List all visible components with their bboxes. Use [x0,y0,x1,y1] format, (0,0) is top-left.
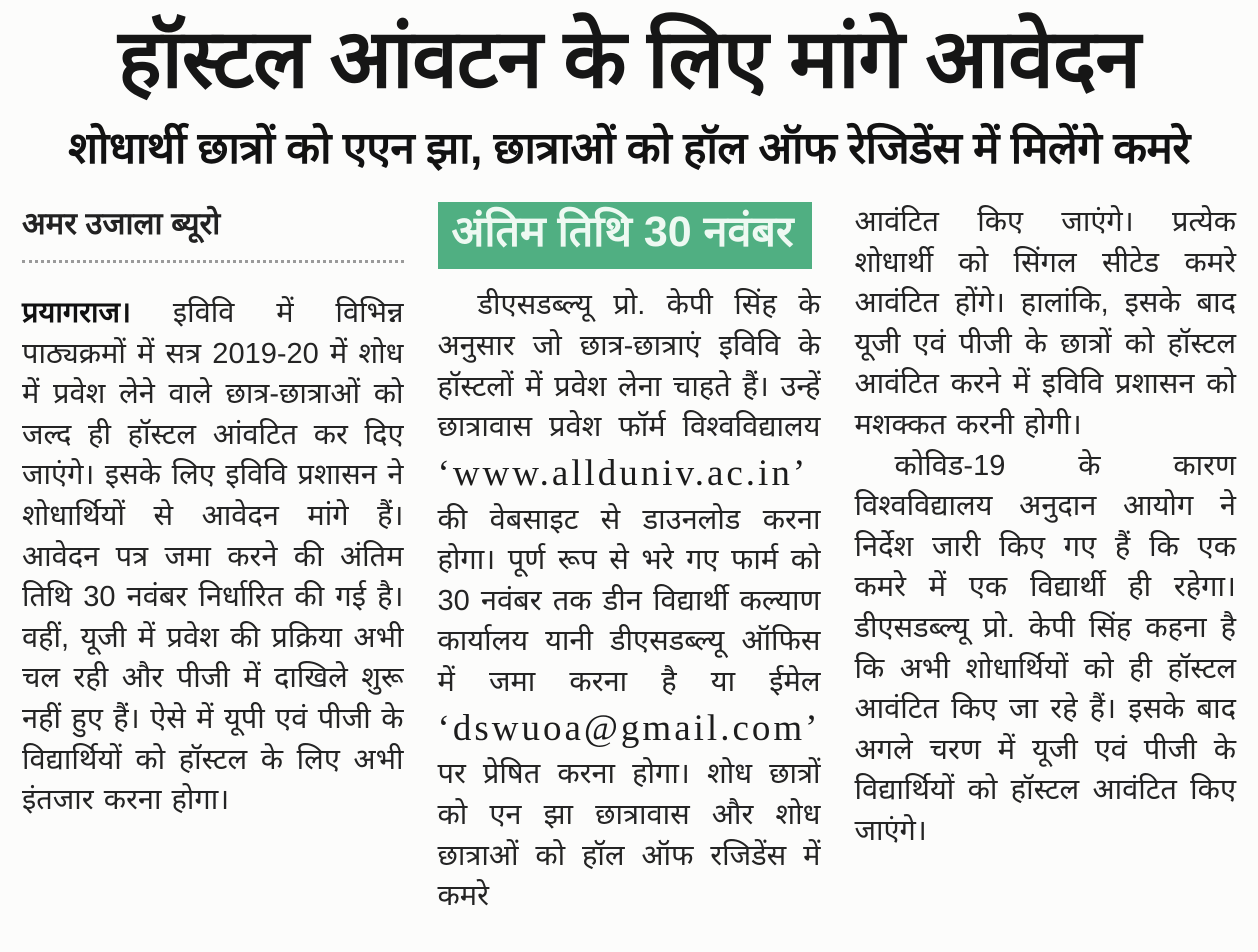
column-1 [22,202,404,917]
paragraph-col3-second: कोविड-19 के कारण विश्वविद्यालय अनुदान आयोग ने निर्देश जारी किए गए हैं कि एक कमरे में एक विद्यार्थी ही रहेगा। डीएसडब्ल्यू प्रो. केपी सिंह कहना है कि अभी शोधार्थियों को ही हॉस्टल आवंटित किए जा रहे हैं। इसके बाद अगले चरण में यूजी एवं पीजी के विद्यार्थियों को हॉस्टल आवंटित किए जाएंगे। [854,449,1236,847]
website-url: ‘www.allduniv.ac.in’ [437,452,809,494]
paragraph-col2-part2: की वेबसाइट से डाउनलोड करना होगा। पूर्ण रूप से भरे गए फार्म को 30 नवंबर तक डीन विद्यार्थी कल्याण कार्यालय यानी डीएसडब्ल्यू ऑफिस में जमा करना है या ईमेल [437,503,821,699]
sub-headline: शोधार्थी छात्रों को एएन झा, छात्राओं को हॉल ऑफ रेजिडेंस में मिलेंगे कमरे [68,124,1190,174]
deadline-badge: अंतिम तिथि 30 नवंबर [438,202,812,269]
column-2 [438,202,821,917]
email-address: ‘dswuoa@gmail.com’ [437,707,821,749]
paragraph-col2-part1: डीएसडब्ल्यू प्रो. केपी सिंह के अनुसार जो छात्र-छात्राएं इविवि के हॉस्टलों में प्रवेश लेना चाहते हैं। उन्हें छात्रावास प्रवेश फॉर्म विश्वविद्यालय [437,289,821,444]
dateline: प्रयागराज। [22,297,132,330]
article-columns [0,176,1258,917]
byline: अमर उजाला ब्यूरो [22,202,404,263]
paragraph-col2-part3: पर प्रेषित करना होगा। शोध छात्रों को एन झा छात्रावास और शोध छात्राओं को हॉल ऑफ रजिडेंस में कमरे [437,758,821,913]
paragraph-col1 [22,293,404,821]
paragraph-col1-text: इविवि में विभिन्न पाठ्यक्रमों में सत्र 2019-20 में शोध में प्रवेश लेने वाले छात्र-छात्राओं को जल्द ही हॉस्टल आंवटित कर दिए जाएंगे। इसके लिए इविवि प्रशासन ने शोधार्थियों से आवेदन मांगे हैं। आवेदन पत्र जमा करने की अंतिम तिथि 30 नवंबर निर्धारित की गई है। वहीं, यूजी में प्रवेश की प्रक्रिया अभी चल रही और पीजी में दाखिले शुरू नहीं हुए हैं। ऐसे में यूपी एवं पीजी के विद्यार्थियों को हॉस्टल के लिए अभी इंतजार करना होगा। [22,297,404,817]
column-3 [854,202,1236,917]
paragraph-col3-first: आवंटित किए जाएंगे। प्रत्येक शोधार्थी को सिंगल सीटेड कमरे आवंटित होंगे। हालांकि, इसके बाद यूजी एवं पीजी के छात्रों को हॉस्टल आवंटित करने में इविवि प्रशासन को मशक्कत करनी होगी। [854,206,1236,441]
main-headline: हॉस्टल आंवटन के लिए मांगे आवेदन [118,14,1140,105]
paragraph-col2 [438,285,821,916]
